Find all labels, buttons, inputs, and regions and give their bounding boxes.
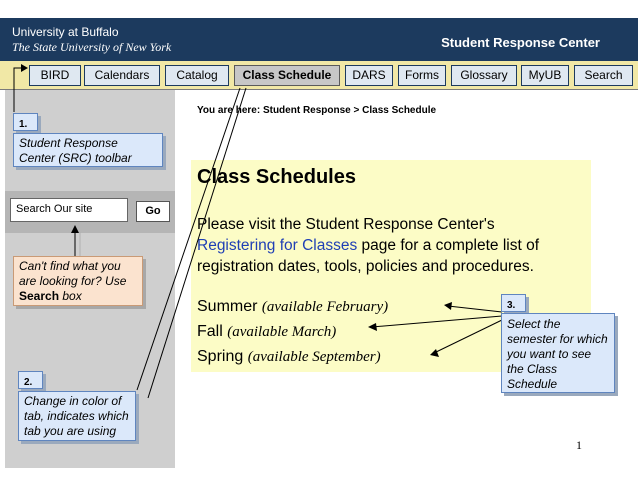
search-input[interactable]: Search Our site <box>10 198 128 222</box>
registering-link[interactable]: Registering for Classes <box>197 237 358 254</box>
go-button[interactable]: Go <box>136 201 170 222</box>
semester-name: Spring <box>197 348 244 365</box>
search-hint-bold: Search <box>19 289 60 303</box>
semester-availability: (available February) <box>261 299 389 315</box>
intro-text <box>197 214 577 277</box>
semester-summer[interactable] <box>197 298 388 316</box>
tab-myub[interactable]: MyUB <box>521 65 569 86</box>
callout-search-hint <box>13 256 143 306</box>
tab-search[interactable]: Search <box>574 65 633 86</box>
callout-tab-color: Change in color of tab, indicates which tab you are using <box>18 391 136 441</box>
university-tagline: The State University of New York <box>12 40 172 54</box>
semester-name: Fall <box>197 323 223 340</box>
site-header <box>0 18 638 60</box>
university-name[interactable]: University at Buffalo <box>12 25 119 39</box>
callout-1-number: 1. <box>13 113 38 131</box>
breadcrumb: You are here: Student Response > Class Schedule <box>197 105 437 116</box>
page-title: Class Schedules <box>197 166 356 188</box>
src-toolbar <box>0 60 638 90</box>
callout-2-number: 2. <box>18 371 43 389</box>
semester-availability: (available March) <box>227 324 337 340</box>
search-hint-text: Can't find what you are looking for? Use <box>19 259 127 288</box>
intro-before: Please visit the Student Response Center's <box>197 216 495 233</box>
tab-bird[interactable]: BIRD <box>29 65 81 86</box>
intro-after: page for a complete list of registration dates, tools, policies and procedures. <box>197 237 540 275</box>
semester-fall[interactable] <box>197 323 336 341</box>
search-hint-suffix: box <box>59 289 82 303</box>
tab-class-schedule[interactable]: Class Schedule <box>234 65 340 86</box>
semester-spring[interactable] <box>197 348 381 366</box>
page-number: 1 <box>576 438 582 452</box>
app-title: Student Response Center <box>441 35 600 50</box>
callout-src-toolbar: Student Response Center (SRC) toolbar <box>13 133 163 167</box>
tab-catalog[interactable]: Catalog <box>165 65 229 86</box>
semester-name: Summer <box>197 298 258 315</box>
semester-availability: (available September) <box>247 349 381 365</box>
tab-calendars[interactable]: Calendars <box>84 65 160 86</box>
tab-forms[interactable]: Forms <box>398 65 446 86</box>
tab-glossary[interactable]: Glossary <box>451 65 517 86</box>
tab-dars[interactable]: DARS <box>345 65 393 86</box>
callout-3-number: 3. <box>501 294 526 312</box>
callout-select-semester: Select the semester for which you want to see the Class Schedule <box>501 313 615 393</box>
